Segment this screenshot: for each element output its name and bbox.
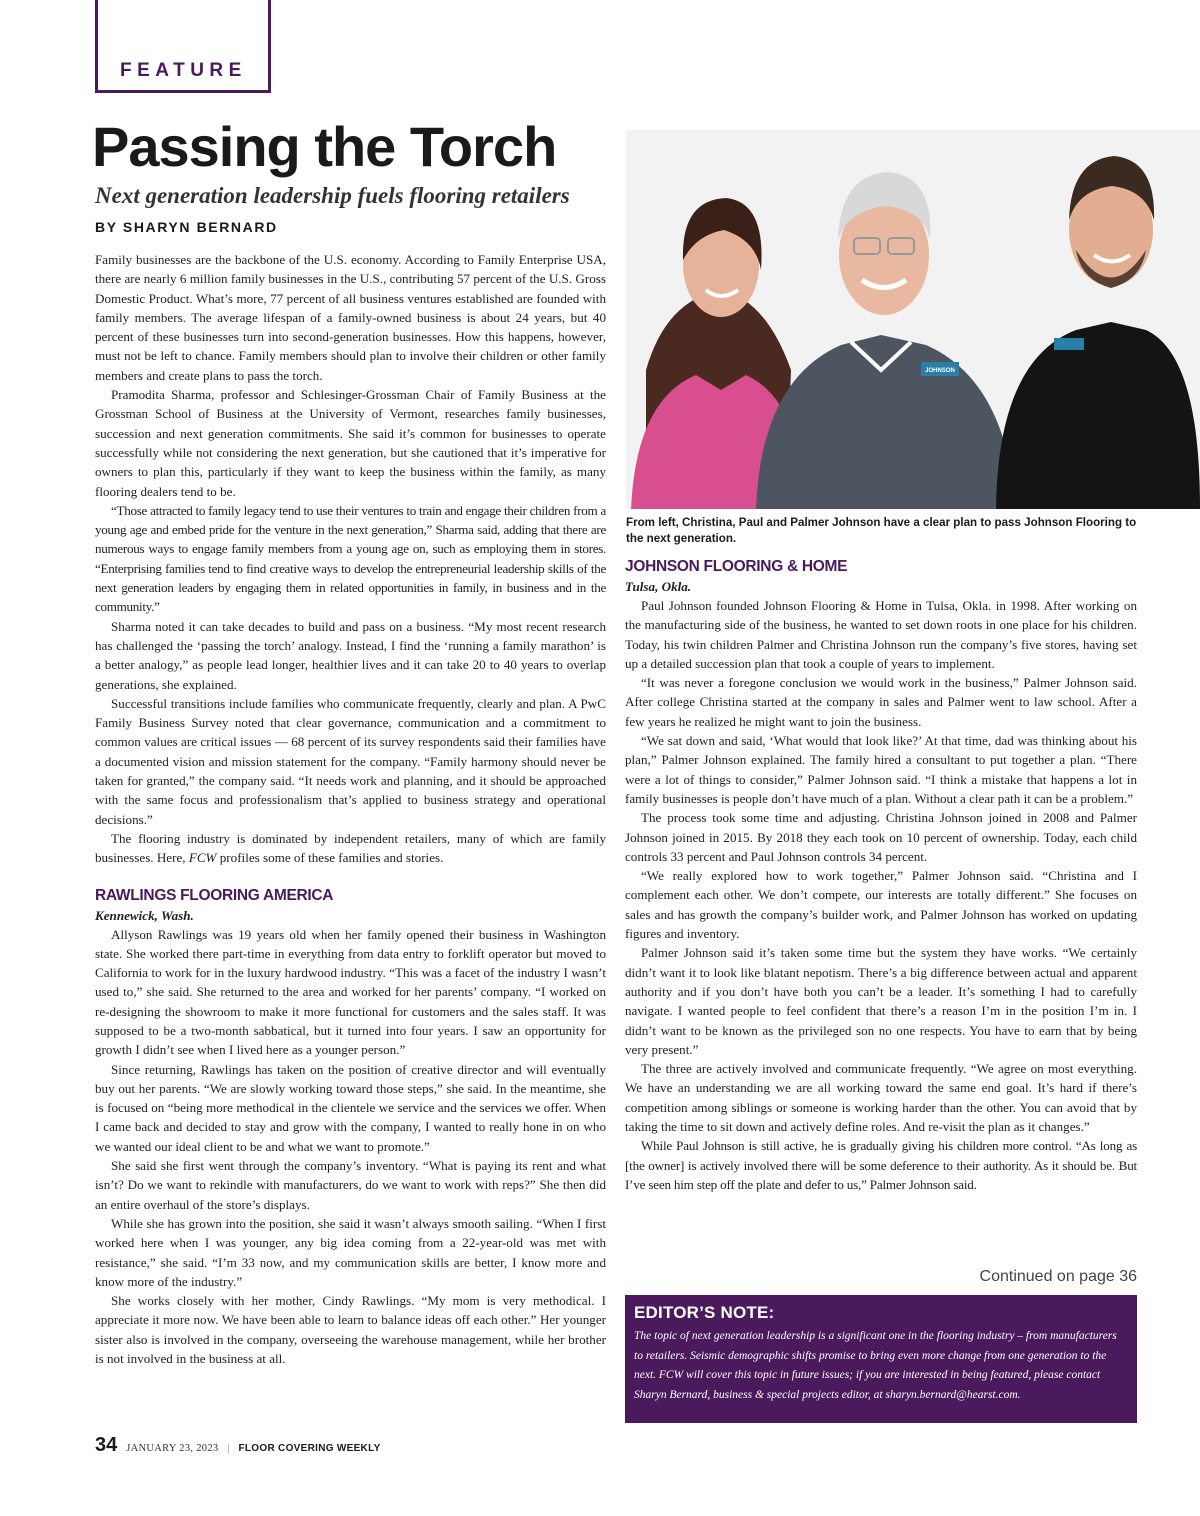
johnson-paragraph: Paul Johnson founded Johnson Flooring & Home in Tulsa, Okla. in 1998. After working on the manufacturing side of the business, he wanted to set down roots in one place for his children. Today, his twin children Palmer and Christina Johnson run the company’s five stores, having set up a detailed succession plan that took a couple of years to implement. bbox=[625, 598, 1137, 671]
johnson-family-photo bbox=[626, 130, 1200, 509]
rawlings-paragraph: She works closely with her mother, Cindy Rawlings. “My mom is very methodical. I appreciate it more now. We have been able to learn to balance ideas off each other.” Her younger sister also is involved in the company, overseeing the warehouse management, while her brother is not involved in the business at all. bbox=[95, 1293, 606, 1367]
left-column bbox=[95, 250, 606, 1368]
johnson-paragraph: While Paul Johnson is still active, he is gradually giving his children more control. “As long as [the owner] is actively involved there will be some deference to their authority. As it should be. But I’ve seen him step off the plate and defer to us,” Palmer Johnson said. bbox=[625, 1138, 1137, 1192]
article-title: Passing the Torch bbox=[92, 115, 557, 178]
feature-label: FEATURE bbox=[120, 60, 247, 81]
intro-paragraph: “Those attracted to family legacy tend to use their ventures to train and engage their children from a young age and embed pride for the venture in the next generation,” Sharma said, adding that there are numerous ways to engage family members from a young age on, such as employing them in stores. “Enterprising families tend to find creative ways to develop the entrepreneurial leadership skills of the next generation leaders by engaging them in related opportunities in family, in business and in the community.” bbox=[95, 502, 606, 615]
editor-note-box bbox=[625, 1295, 1137, 1423]
intro-paragraph: Pramodita Sharma, professor and Schlesinger-Grossman Chair of Family Business at the Grossman School of Business at the University of Vermont, researches family businesses, succession and next generation commitments. She said it’s common for businesses to operate successfully while not considering the next generation, but she cautioned that it’s imperative for owners to plan this, particularly if they want to keep the business within the family, as many flooring dealers tend to be. bbox=[95, 387, 606, 499]
intro-last-text-end: profiles some of these families and stories. bbox=[216, 850, 444, 866]
intro-last-text: The flooring industry is dominated by independent retailers, many of which are family businesses. Here, bbox=[95, 830, 606, 866]
page-footer bbox=[95, 1434, 381, 1457]
feature-box bbox=[95, 0, 271, 93]
photo-caption: From left, Christina, Paul and Palmer Johnson have a clear plan to pass Johnson Flooring to the next generation. bbox=[626, 516, 1137, 545]
intro-paragraph: Family businesses are the backbone of the U.S. economy. According to Family Enterprise USA, there are nearly 6 million family businesses in the U.S., contributing 57 percent of the U.S. Gross Domestic Product. What’s more, 77 percent of all business ventures established are founded with family members. The average lifespan of a family-owned business is about 24 years, but 40 percent of these businesses turn into second-generation businesses. How this happens, however, must not be left to chance. Family members should plan to involve their children or other family members and create plans to pass the torch. bbox=[95, 252, 606, 383]
fcw-abbrev: FCW bbox=[188, 850, 217, 866]
family-illustration bbox=[626, 130, 1200, 509]
rawlings-location: Kennewick, Wash. bbox=[95, 907, 194, 923]
johnson-paragraph: The process took some time and adjusting. Christina Johnson joined in 2008 and Palmer Johnson joined in 2015. By 2018 they each took on 10 percent of ownership. Today, each child controls 33 percent and Paul Johnson controls 34 percent. bbox=[625, 810, 1137, 864]
intro-paragraph-last bbox=[95, 829, 606, 868]
rawlings-paragraph: Allyson Rawlings was 19 years old when her family opened their business in Washington state. She worked there part-time in everything from data entry to forklift operator but moved to California to work for in the luxury hardwood industry. “This was a facet of the industry I wasn’t used to,” she said. She returned to the area and worked for her parents’ company. “I worked on re-designing the showroom to make it more functional for customers and the sales staff. It was supposed to be a two-month sabbatical, but it turned into four years. I saw an opportunity for growth I didn’t see when I lived here as a younger person.” bbox=[95, 926, 606, 1058]
johnson-paragraph: “We sat down and said, ‘What would that look like?’ At that time, dad was thinking about his plan,” Palmer Johnson explained. The family hired a consultant to put together a plan. “There were a lot of things to consider,” Palmer Johnson said. “I think a mistake that happens a lot in family businesses is people don’t have much of a plan. Without a clear path it can be a problem.” bbox=[625, 733, 1137, 806]
byline: BY SHARYN BERNARD bbox=[95, 219, 278, 235]
article-subtitle: Next generation leadership fuels flooring retailers bbox=[95, 183, 570, 208]
rawlings-heading: RAWLINGS FLOORING AMERICA bbox=[95, 886, 334, 904]
johnson-heading: JOHNSON FLOORING & HOME bbox=[625, 558, 848, 575]
intro-paragraph: Sharma noted it can take decades to build and pass on a business. “My most recent research has challenged the ‘passing the torch’ analogy. Instead, I find the ‘running a family marathon’ is a better analogy,” as people lead longer, healthier lives and it can take 20 to 40 years to overlap generations, she explained. bbox=[95, 618, 606, 692]
intro-paragraph: Successful transitions include families who communicate frequently, clearly and plan. A PwC Family Business Survey noted that clear governance, communication and a commitment to common values are critical issues — 68 percent of its survey respondents said their families have a documented vision and mission statement for the company. “Family harmony should never be taken for granted,” the company said. “It needs work and planning, and it should be approached with the same focus and professionalism that’s applied to business strategy and operational decisions.” bbox=[95, 695, 606, 827]
johnson-paragraph: “We really explored how to work together,” Palmer Johnson said. “Christina and I complement each other. We don’t compete, our interests are totally different.” She focuses on sales and has growth the company’s builder work, and Palmer Johnson has worked on updating figures and inventory. bbox=[625, 868, 1137, 942]
editor-note-text: The topic of next generation leadership is a significant one in the flooring industry – from manufacturers to retailers. Seismic demographic shifts promise to bring even more change from one generation to the next. FCW will cover this topic in future issues; if you are interested in being featured, please contact Sharyn Bernard, business & special projects editor, at sharyn.bernard@hearst.com. bbox=[634, 1330, 1117, 1401]
right-column bbox=[625, 557, 1137, 1194]
rawlings-paragraph: She said she first went through the company’s inventory. “What is paying its rent and what isn’t? Do we want to rekindle with manufacturers, do we want to work with reps?” She then did an entire overhaul of the store’s displays. bbox=[95, 1158, 606, 1212]
johnson-paragraph: Palmer Johnson said it’s taken some time but the system they have works. “We certainly didn’t want it to look like blatant nepotism. There’s a big difference between actual and apparent authority and if you don’t have both you can’t be a leader. It’s something I had to carefully navigate. I wanted people to feel confident that there’s a reason I’m in the position I’m in. I didn’t want to be known as the privileged son no one respects. You have to earn that by being very present.” bbox=[625, 945, 1137, 1057]
johnson-paragraph: The three are actively involved and communicate frequently. “We agree on most everything. We have an understanding we are all working toward the same end goal. It’s hard if there’s competition among siblings or someone is working harder than the other. You can avoid that by taking the time to sit down and actively define roles. And re-visit the plan as it changes.” bbox=[625, 1061, 1137, 1135]
footer-separator: | bbox=[227, 1443, 230, 1454]
issue-date: JANUARY 23, 2023 bbox=[126, 1443, 219, 1454]
publication-name: FLOOR COVERING WEEKLY bbox=[238, 1443, 381, 1454]
rawlings-paragraph: While she has grown into the position, she said it wasn’t always smooth sailing. “When I first worked here when I was younger, any big idea coming from a 22-year-old was met with resistance,” she said. “I’m 33 now, and my communication skills are better, I know more and know more of the industry.” bbox=[95, 1215, 606, 1289]
editor-note-title: EDITOR’S NOTE: bbox=[634, 1303, 775, 1322]
page-number: 34 bbox=[95, 1434, 118, 1456]
rawlings-paragraph: Since returning, Rawlings has taken on the position of creative director and will eventually buy out her parents. “We are slowly working toward those steps,” she said. In the meantime, she is focused on “being more methodical in the clientele we service and the services we offer. When I came back and decided to stay and grow with the company, I wanted to really hone in on who we wanted our ideal client to be and what we want to promote.” bbox=[95, 1061, 606, 1154]
johnson-location: Tulsa, Okla. bbox=[625, 579, 692, 594]
johnson-paragraph: “It was never a foregone conclusion we would work in the business,” Palmer Johnson said. After college Christina started at the company in sales and Palmer went to law school. After a few years he realized he might want to join the business. bbox=[625, 675, 1137, 729]
shirt-logo: JOHNSON bbox=[925, 368, 955, 374]
continued-notice: Continued on page 36 bbox=[979, 1268, 1137, 1285]
